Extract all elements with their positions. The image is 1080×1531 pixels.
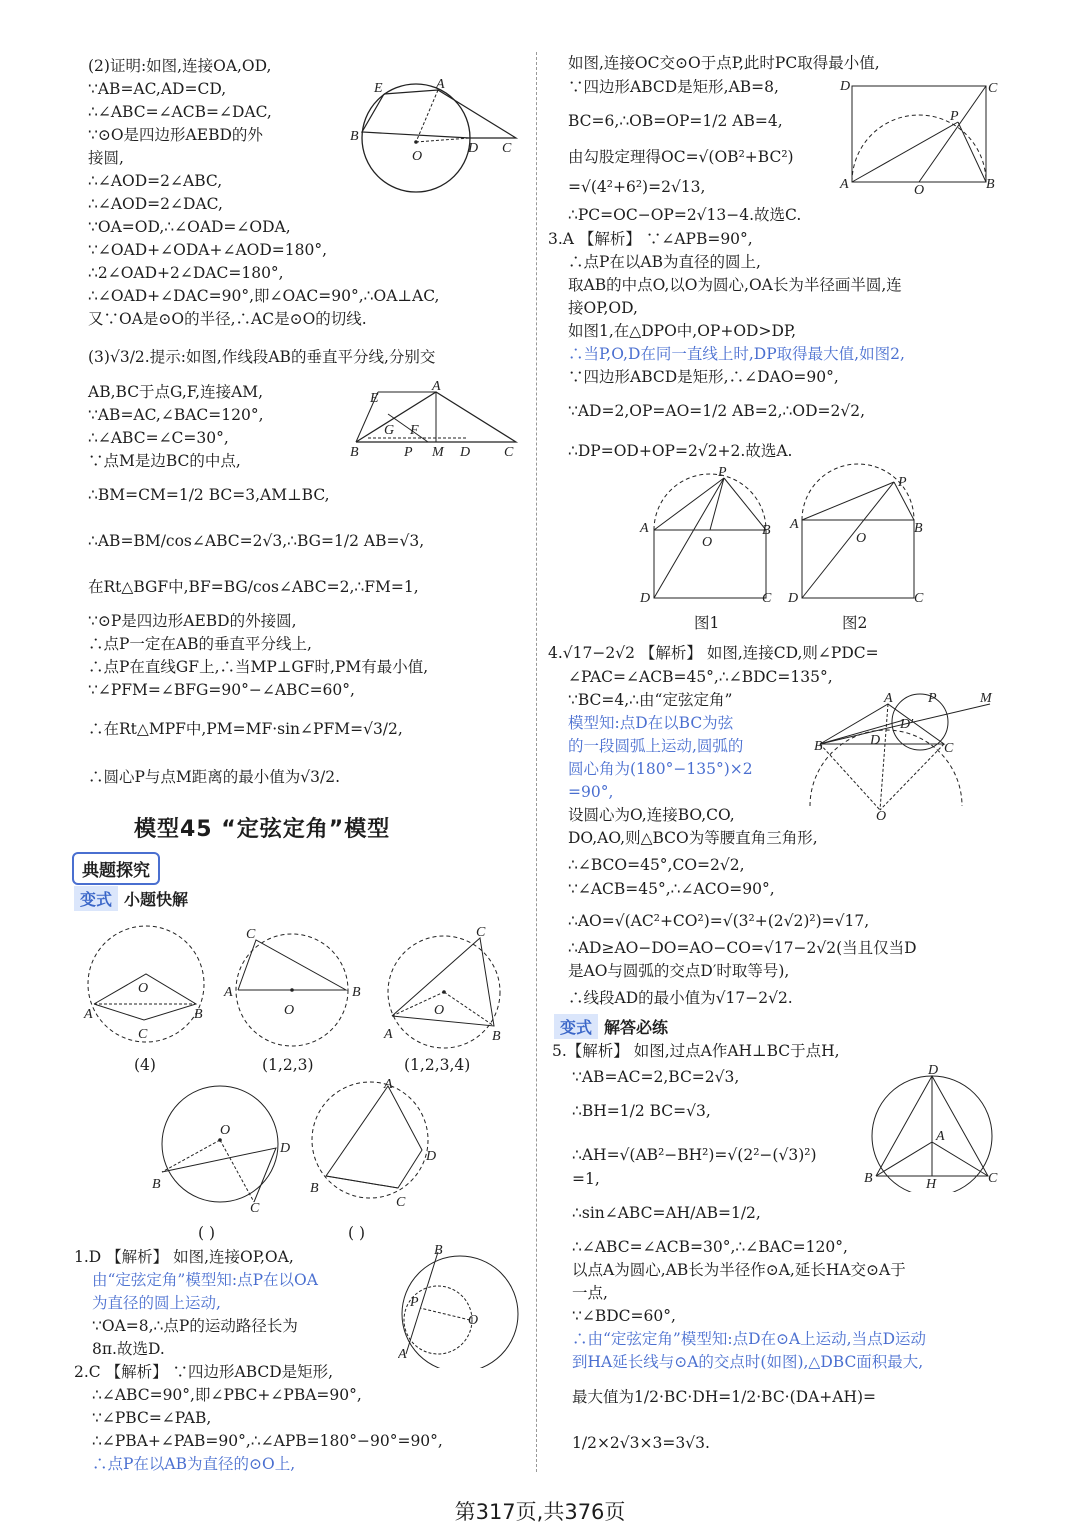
svg-text:P: P: [410, 1295, 419, 1310]
svg-text:C: C: [502, 141, 512, 156]
svg-text:C: C: [914, 591, 924, 606]
svg-text:B: B: [864, 1171, 873, 1186]
text-line: ∵OA=8,∴点P的运动路径长为: [92, 1317, 298, 1335]
column-divider: [536, 52, 537, 1472]
svg-text:C: C: [246, 927, 256, 942]
svg-text:D′: D′: [900, 717, 914, 732]
svg-text:O: O: [284, 1003, 295, 1018]
text-line: ∴圆心P与点M距离的最小值为√3/2.: [88, 768, 341, 786]
text-line: ∴∠ABC=∠C=30°,: [88, 429, 229, 447]
model-figures-row1: [80, 914, 520, 1064]
variation-header-2: [554, 1014, 668, 1039]
text-line: 5.【解析】 如图,过点A作AH⊥BC于点H,: [552, 1042, 840, 1060]
svg-text:D: D: [640, 591, 651, 606]
text-line: 由勾股定理得OC=√(OB²+BC²): [568, 148, 794, 166]
variation-text: 解答必练: [604, 1018, 669, 1037]
svg-text:B: B: [194, 1007, 203, 1022]
fig-caption: (1,2,3): [262, 1056, 314, 1074]
text-line: 以点A为圆心,AB长为半径作⊙A,延长HA交⊙A于: [572, 1261, 906, 1279]
text-line: =1,: [572, 1170, 600, 1188]
text-line: ∴∠ABC=∠ACB=∠DAC,: [88, 103, 272, 121]
text-line: (2)证明:如图,连接OA,OD,: [88, 57, 272, 75]
text-line: ∴AH=√(AB²−BH²)=√(2²−(√3)²): [572, 1146, 817, 1164]
svg-text:A: A: [640, 521, 649, 536]
variation-tag: 变式: [554, 1014, 598, 1039]
text-line: DO,AO,则△BCO为等腰直角三角形,: [568, 829, 818, 847]
text-line-highlight: ∴当P,O,D在同一直线上时,DP取得最大值,如图2,: [568, 345, 905, 363]
text-line-highlight: =90°,: [568, 783, 614, 801]
text-line: BC=6,∴OB=OP=1/2 AB=4,: [568, 112, 783, 130]
text-line: ∴∠AOD=2∠DAC,: [88, 195, 223, 213]
text-line: 接圆,: [88, 149, 124, 167]
text-line: 是AO与圆弧的交点D′时取等号),: [568, 962, 790, 980]
svg-text:B: B: [986, 177, 995, 192]
text-line: ∵∠PFM=∠BFG=90°−∠ABC=60°,: [88, 681, 355, 699]
svg-text:A: A: [84, 1007, 93, 1022]
svg-text:P: P: [950, 109, 959, 124]
figure-q4: [804, 686, 1000, 820]
svg-text:B: B: [814, 739, 823, 754]
svg-text:D: D: [426, 1149, 437, 1164]
text-line: ∴AB=BM/cos∠ABC=2√3,∴BG=1/2 AB=√3,: [88, 532, 425, 550]
text-line: ∵OA=OD,∴∠OAD=∠ODA,: [88, 218, 291, 236]
svg-text:O: O: [914, 183, 925, 198]
text-line: ∴点P一定在AB的垂直平分线上,: [88, 635, 312, 653]
text-line: ∵AB=AC=2,BC=2√3,: [572, 1068, 740, 1086]
text-line: ∵AB=AC,AD=CD,: [88, 80, 227, 98]
variation-header-1: [74, 886, 188, 911]
svg-text:O: O: [468, 1313, 479, 1328]
page-footer: 第317页,共376页: [454, 1500, 626, 1524]
svg-text:D: D: [840, 79, 851, 94]
svg-text:D: D: [870, 733, 881, 748]
svg-text:D: D: [460, 445, 471, 460]
text-line: 3.A 【解析】 ∵∠APB=90°,: [548, 230, 753, 248]
svg-text:D: D: [280, 1141, 291, 1156]
text-line: ∵⊙O是四边形AEBD的外: [88, 126, 263, 144]
svg-text:P: P: [718, 465, 727, 480]
text-line: ∴∠ABC=90°,即∠PBC+∠PBA=90°,: [92, 1386, 362, 1404]
text-line-highlight: 由“定弦定角”模型知:点P在以OA: [92, 1271, 318, 1289]
fig-caption: (1,2,3,4): [404, 1056, 471, 1074]
text-line: 如图1,在△DPO中,OP+OD>DP,: [568, 322, 797, 340]
svg-text:B: B: [350, 129, 359, 144]
svg-text:C: C: [944, 741, 954, 756]
variation-tag: 变式: [74, 886, 118, 911]
svg-text:C: C: [762, 591, 772, 606]
svg-text:O: O: [220, 1123, 231, 1138]
text-line: ∴BH=1/2 BC=√3,: [572, 1102, 711, 1120]
svg-text:C: C: [504, 445, 514, 460]
text-line: 2.C 【解析】 ∵四边形ABCD是矩形,: [74, 1363, 334, 1381]
text-line: ∴∠OAD+∠DAC=90°,即∠OAC=90°,∴OA⊥AC,: [88, 287, 440, 305]
svg-text:A: A: [936, 1129, 945, 1144]
text-line: ∠PAC=∠ACB=45°,∴∠BDC=135°,: [568, 668, 833, 686]
svg-text:C: C: [396, 1195, 406, 1210]
svg-text:P: P: [928, 691, 937, 706]
text-line: =√(4²+6²)=2√13,: [568, 178, 706, 196]
text-line: ∴∠AOD=2∠ABC,: [88, 172, 223, 190]
figure-q1-circle: [398, 1244, 524, 1368]
text-line-highlight: 的一段圆弧上运动,圆弧的: [568, 737, 744, 755]
text-line: 接OP,OD,: [568, 299, 638, 317]
text-line: ∵AB=AC,∠BAC=120°,: [88, 406, 264, 424]
svg-text:D: D: [928, 1063, 939, 1078]
text-line: ∵四边形ABCD是矩形,AB=8,: [568, 78, 779, 96]
svg-text:A: A: [840, 177, 849, 192]
svg-text:G: G: [384, 423, 395, 438]
text-line-highlight: 模型知:点D在以BC为弦: [568, 714, 734, 732]
text-line: 1/2×2√3×3=3√3.: [572, 1434, 710, 1452]
figure-q2-rectangle: [836, 76, 1002, 198]
svg-text:O: O: [434, 1003, 445, 1018]
text-line: 如图,连接OC交⊙O于点P,此时PC取得最小值,: [568, 54, 880, 72]
svg-text:M: M: [980, 691, 992, 706]
svg-text:H: H: [926, 1177, 937, 1192]
text-line: ∵⊙P是四边形AEBD的外接圆,: [88, 612, 297, 630]
text-line: (3)√3/2.提示:如图,作线段AB的垂直平分线,分别交: [88, 348, 436, 366]
text-line: ∵四边形ABCD是矩形,∴∠DAO=90°,: [568, 368, 839, 386]
text-line: ∴∠ABC=∠ACB=30°,∴∠BAC=120°,: [572, 1238, 848, 1256]
text-line: 4.√17−2√2 【解析】 如图,连接CD,则∠PDC=: [548, 644, 879, 662]
text-line: ∵∠OAD+∠ODA+∠AOD=180°,: [88, 241, 328, 259]
svg-text:O: O: [702, 535, 713, 550]
fig-caption: ( ): [348, 1224, 366, 1242]
text-line: ∴2∠OAD+2∠DAC=180°,: [88, 264, 284, 282]
text-line: 一点,: [572, 1284, 608, 1302]
text-line: ∵点M是边BC的中点,: [88, 452, 241, 470]
text-line: ∵∠PBC=∠PAB,: [92, 1409, 212, 1427]
svg-text:D: D: [468, 141, 479, 156]
svg-text:B: B: [152, 1177, 161, 1192]
svg-text:M: M: [432, 445, 444, 460]
text-line: ∴AO=√(AC²+CO²)=√(3²+(2√2)²)=√17,: [568, 912, 870, 930]
text-line: 1.D 【解析】 如图,连接OP,OA,: [74, 1248, 294, 1266]
text-line: 在Rt△BGF中,BF=BG/cos∠ABC=2,∴FM=1,: [88, 578, 419, 596]
text-line: 8π.故选D.: [92, 1340, 165, 1358]
text-line: ∴线段AD的最小值为√17−2√2.: [568, 989, 793, 1007]
figure-triangle-bisector: [348, 380, 528, 464]
svg-text:B: B: [310, 1181, 319, 1196]
figure-q5: [862, 1062, 1002, 1192]
svg-text:B: B: [492, 1029, 501, 1044]
svg-text:A: A: [432, 380, 441, 394]
svg-text:C: C: [476, 925, 486, 940]
text-line-highlight: ∴由“定弦定角”模型知:点D在⊙A上运动,当点D运动: [572, 1330, 927, 1348]
text-line: ∵∠ACB=45°,∴∠ACO=90°,: [568, 880, 775, 898]
text-line-highlight: 到HA延长线与⊙A的交点时(如图),△DBC面积最大,: [572, 1353, 924, 1371]
figure-q3-rectangles: [636, 462, 936, 608]
text-line: ∴在Rt△MPF中,PM=MF·sin∠PFM=√3/2,: [88, 720, 403, 738]
fig-caption: (4): [134, 1056, 156, 1074]
svg-text:C: C: [138, 1027, 148, 1042]
svg-text:C: C: [988, 1171, 998, 1186]
text-line: AB,BC于点G,F,连接AM,: [88, 383, 264, 401]
text-line: 又∵OA是⊙O的半径,∴AC是⊙O的切线.: [88, 310, 367, 328]
text-line-highlight: 圆心角为(180°−135°)×2: [568, 760, 753, 778]
fig-caption: ( ): [198, 1224, 216, 1242]
svg-text:A: A: [384, 1027, 393, 1042]
svg-text:A: A: [224, 985, 233, 1000]
text-line-highlight: 为直径的圆上运动,: [92, 1294, 221, 1312]
svg-text:B: B: [352, 985, 361, 1000]
svg-text:D: D: [788, 591, 799, 606]
figure-label: 图2: [842, 614, 868, 632]
figure-tangent-circle: [346, 76, 526, 200]
text-line-highlight: ∴点P在以AB为直径的⊙O上,: [92, 1455, 296, 1473]
svg-text:A: A: [436, 77, 445, 92]
text-line: ∴DP=OD+OP=2√2+2.故选A.: [568, 442, 793, 460]
text-line: ∴点P在以AB为直径的圆上,: [568, 253, 761, 271]
svg-text:B: B: [914, 521, 923, 536]
svg-text:E: E: [374, 81, 383, 96]
svg-text:O: O: [856, 531, 867, 546]
variation-text: 小题快解: [124, 890, 189, 909]
text-line: 最大值为1/2·BC·DH=1/2·BC·(DA+AH)=: [572, 1388, 877, 1406]
svg-text:A: A: [790, 517, 799, 532]
text-line: 取AB的中点O,以O为圆心,OA长为半径画半圆,连: [568, 276, 902, 294]
svg-text:E: E: [370, 391, 379, 406]
text-line: ∴∠BCO=45°,CO=2√2,: [568, 856, 745, 874]
text-line: ∵BC=4,∴由“定弦定角”: [568, 691, 733, 709]
text-line: ∴BM=CM=1/2 BC=3,AM⊥BC,: [88, 486, 330, 504]
svg-text:A: A: [384, 1077, 393, 1092]
svg-text:O: O: [138, 981, 149, 996]
text-line: ∴sin∠ABC=AH/AB=1/2,: [572, 1204, 761, 1222]
svg-text:C: C: [250, 1201, 260, 1216]
svg-text:B: B: [350, 445, 359, 460]
svg-text:A: A: [884, 691, 893, 706]
svg-text:F: F: [410, 423, 419, 438]
svg-text:O: O: [412, 149, 423, 164]
text-line: ∴PC=OC−OP=2√13−4.故选C.: [568, 206, 802, 224]
model-figures-row2: [150, 1076, 450, 1216]
text-line: ∵AD=2,OP=AO=1/2 AB=2,∴OD=2√2,: [568, 402, 866, 420]
svg-text:B: B: [762, 523, 771, 538]
svg-text:P: P: [404, 445, 413, 460]
svg-text:C: C: [988, 81, 998, 96]
text-line: ∴AD≥AO−DO=AO−CO=√17−2√2(当且仅当D: [568, 939, 917, 957]
text-line: ∵∠BDC=60°,: [572, 1307, 676, 1325]
text-line: ∴∠PBA+∠PAB=90°,∴∠APB=180°−90°=90°,: [92, 1432, 443, 1450]
figure-label: 图1: [694, 614, 720, 632]
text-line: ∴点P在直线GF上,∴当MP⊥GF时,PM有最小值,: [88, 658, 429, 676]
model-title: 模型45 “定弦定角”模型: [134, 817, 391, 842]
svg-text:O: O: [876, 809, 887, 820]
svg-text:P: P: [898, 475, 907, 490]
svg-text:B: B: [434, 1244, 443, 1258]
svg-text:A: A: [398, 1347, 407, 1362]
text-line: 设圆心为O,连接BO,CO,: [568, 806, 735, 824]
typical-tag: 典题探究: [72, 852, 160, 885]
